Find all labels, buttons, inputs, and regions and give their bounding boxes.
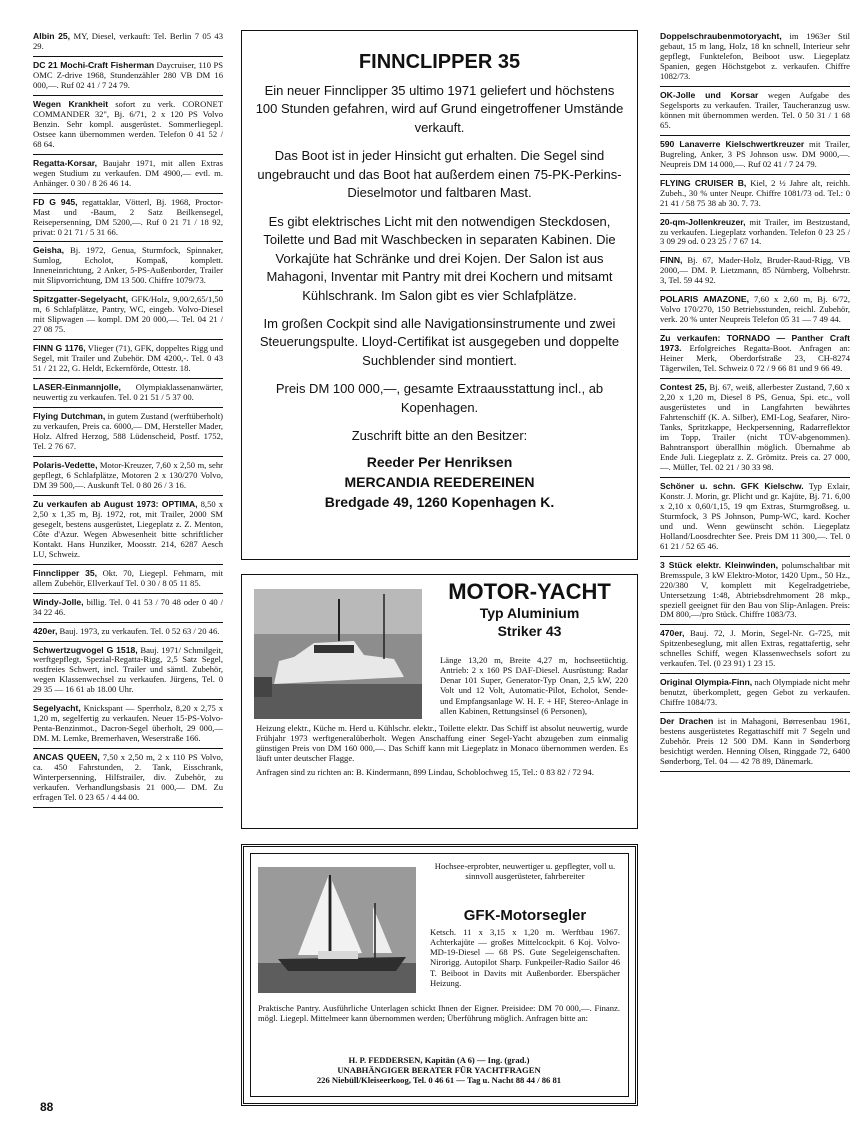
classified-ad: [660, 627, 850, 674]
finnclipper-p6: Zuschrift bitte an den Besitzer:: [351, 428, 528, 444]
ad-heading: Doppelschraubenmotoryacht,: [660, 31, 782, 41]
page-number: 88: [40, 1100, 54, 1114]
motoryacht-subtitle1: Typ Aluminium: [479, 605, 580, 621]
gfk-title: GFK-Motorsegler: [463, 907, 587, 924]
motoryacht-details: [256, 723, 628, 777]
finnclipper-addr3: Bredgade 49, 1260 Kopenhagen K.: [324, 494, 555, 511]
middle-column: [241, 30, 638, 1106]
gfk-details: Praktische Pantry. Ausführliche Unterlagen schickt Ihnen der Eigner. Preisidee: DM 70 000,—. Finanz. mögl. Liegepl. Mittelmeer kann übernommen werden; Überführung möglich. Anfragen bitte an:: [258, 1003, 620, 1024]
left-column: [33, 30, 223, 810]
ad-text: Motor-Kreuzer, 7,60 x 2,50 m, sehr gepflegt, 6 Schlafplätze, Motoren 2 x 130/270 Volvo, DM 39 500,—. Auskunft Tel. 0 80 26 / 3 16.: [33, 459, 223, 490]
gfk-contact-line2: UNABHÄNGIGER BERATER FÜR YACHTFRAGEN: [337, 1065, 541, 1076]
motoryacht-header: [432, 579, 627, 640]
classified-ad: [33, 410, 223, 457]
ad-text: Erfolgreiches Regatta-Boot. Anfragen an: Heiner Merk, Oberdorfstraße 23, CH-8274 Tägerwilen, Tel. Schweiz 0 72 / 9 66 81 und 9 66 49.: [660, 343, 850, 374]
ad-heading: ANCAS QUEEN,: [33, 752, 100, 763]
ad-heading: Schöner u. schn. GFK Kielschw.: [660, 480, 804, 491]
motoryacht-photo: [254, 589, 422, 719]
finnclipper-addr1: Reeder Per Henriksen: [366, 453, 513, 470]
ad-text: regattaklar, Vötterl, Bj. 1968, Proctor-Mast und -Baum, 2 Satz Beilkensegel, Reisepersenning, DM 5200,—. Ruf 0 21 71 / 18 92, privat: 0 21 71 / 5 31 66.: [33, 196, 223, 237]
ad-text: 8,50 x 2,50 x 1,35 m, Bj. 1972, rot, mit Trailer, 2000 SM gesegelt, bestens ausgerüstet, Liegeplatz z. Z. Menton, Côte d'Azur. Wegen Abwesenheit bitte schriftlicher Kontakt. Hans Hunziker, Moosstr. 214, 6287 Aesch LU, Schweiz.: [33, 498, 223, 559]
ad-heading: Der Drachen: [660, 716, 714, 727]
ad-heading: DC 21 Mochi-Craft Fisherman: [33, 59, 155, 70]
classified-ad: [33, 342, 223, 379]
ad-text: mit Trailer, im Bestzustand, zu verkaufen. Liegeplatz vorhanden. Telefon 0 23 25 / 3 09 29 od. 0 23 25 / 7 67 14.: [660, 216, 850, 247]
ad-heading: 3 Stück elektr. Kleinwinden,: [660, 559, 779, 570]
ad-heading: Flying Dutchman,: [33, 411, 106, 422]
classified-ad: [660, 254, 850, 291]
ad-heading: Finnclipper 35,: [33, 567, 98, 578]
classified-ad: [660, 559, 850, 626]
ad-heading: Spitzgatter-Segelyacht,: [33, 294, 129, 305]
ad-heading: Contest 25,: [660, 382, 707, 393]
classified-ad: [660, 676, 850, 713]
ad-text: wegen Aufgabe des Segelsports zu verkaufen. Trailer, Taucheranzug usw. können mit übernommen werden. Tel. 0 50 31 / 1 68 65.: [660, 89, 850, 130]
classified-ad: [660, 332, 850, 379]
ad-text: Bauj. 72, J. Morin, Segel-Nr. G-725, mit Spitzenbeseglung, mit allen Extras, regattafertig, sehr schnelles Schiff, wegen Klassenwechsels sofort zu verkaufen. Tel. (0 23 91) 1 23 15.: [660, 628, 850, 669]
ad-heading: 590 Lanaverre Kielschwertkreuzer: [660, 138, 805, 149]
ad-text: in gutem Zustand (werftüberholt) zu verkaufen, Preis ca. 6000,— DM, Hersteller Mader, Holz. Alfred Herzog, 588 Lüdenscheid, Postf. 1752, Tel. 2 76 67.: [33, 411, 223, 451]
ad-heading: LASER-Einmannjolle,: [33, 382, 121, 393]
classified-ad: [660, 89, 850, 136]
motoryacht-subtitle2: Striker 43: [497, 622, 562, 639]
gfk-contact: [258, 1055, 620, 1085]
classified-ad: [33, 157, 223, 194]
ad-text: sofort zu verk. CORONET COMMANDER 32", Bj. 6/71, 2 x 120 PS Volvo Benzin. Sehr kompl. ausgerüstet. Sommerliegepl. Ostsee kann übernommen werden. Telefon 0 41 52 / 68 64.: [33, 98, 223, 149]
ad-heading: Original Olympia-Finn,: [660, 677, 753, 688]
gfk-intro: Hochsee-erprobter, neuwertiger u. gepflegter, voll u. sinnvoll ausgerüsteter, fahrbereiter: [434, 861, 616, 882]
ad-text: Bauj. 1971/ Schmilgeit, werftgepflegt, Spezial-Regatta-Rigg, 2,5 Satz Segel, rostfreies Schwert, incl. Trailer und sämtl. Zubehör, wegen Klassenwechsel zu verkaufen. Jürgens, Tel. 0 29 35 — 16 61 ab 18.00 Uhr.: [33, 644, 224, 695]
ad-text: Bauj. 1973, zu verkaufen. Tel. 0 52 63 / 20 46.: [59, 625, 220, 636]
finnclipper-ad: [241, 30, 638, 560]
ad-text: mit Trailer, Bugreling, Anker, 3 PS Johnson usw. DM 9000,—. Neupreis DM 14 000,—. Ruf 02 41 / 7 24 79.: [660, 138, 850, 169]
classified-ad: [33, 244, 223, 291]
ad-heading: 420er,: [33, 625, 58, 636]
ad-heading: POLARIS AMAZONE,: [660, 294, 749, 305]
classified-ad: [33, 381, 223, 408]
ad-heading: Schwertzugvogel G 1518,: [33, 644, 138, 655]
ad-heading: OK-Jolle und Korsar: [660, 89, 759, 100]
right-column: [660, 30, 850, 774]
ad-text: Bj. 67, weiß, allerbester Zustand, 7,60 x 2,20 x 1,20 m, Diesel 8 PS, Genua, Spi. etc., voll ausgerüstetes und in Langfahrten bewährtes Fahrtenschiff (K. A. Silber), EMI-Log, Seafarer, Niro-Tanks, Spritzkappe, Heckpersenning, Radarreflektor im Topp, Trailer (nicht TÜV-abgenommen). Bahntransport überallhin möglich. Übernahme ab Ende Juli. Liegeplatz z. Z. Grömitz. Preis ca. 27 000,—. Müller, Tel. 02 21 / 30 33 98.: [660, 382, 850, 472]
finnclipper-addr2: MERCANDIA REEDEREINEN: [344, 474, 535, 490]
gfk-body: Ketsch. 11 x 3,15 x 1,20 m. Werftbau 1967. Achterkajüte — großes Mittelcockpit. 6 Koj. Volvo-MD-19-Diesel — 68 PS. Gute Segeleigenschaften. Nirorigg. Autopilot Sharp. Funkpeiler-Radio Sailor 46 T. Beiboot in Davits mit Außenborder. Eberspächer Heizung.: [430, 927, 620, 988]
classified-ad: [660, 30, 850, 87]
motoryacht-body: Länge 13,20 m, Breite 4,27 m, hochseetüchtig. Antrieb: 2 x 160 PS DAF-Diesel. Ausrüstung: Radar Denar 101 Super, Generator-Typ Onan, 2,5 kW, 220 Volt und 12 Volt, Automatic-Pilot, Echolot, Sende- und Empfangsanlage W. H. F. + HF, Stereo-Anlage in allen Kabinen, Rettungsinsel (6 Personen),: [440, 655, 628, 716]
ad-text: Baujahr 1971, mit allen Extras wegen Studium zu verkaufen. DM 4900,— evtl. m. Anhänger. 0 30 / 8 26 46 14.: [33, 157, 223, 188]
ad-heading: FD G 945,: [33, 196, 78, 207]
ad-heading: FINN,: [660, 255, 683, 266]
classified-ad: [33, 196, 223, 243]
finnclipper-title: FINNCLIPPER 35: [358, 51, 521, 73]
ad-heading: 20-qm-Jollenkreuzer,: [660, 216, 746, 227]
classified-ad: [660, 216, 850, 253]
motoryacht-ad: [241, 574, 638, 829]
finnclipper-p1: Ein neuer Finnclipper 35 ultimo 1971 geliefert und höchstens 100 Stunden gefahren, wird auf Grund eingetroffener Umstände verkauft.: [255, 83, 624, 135]
classified-ad: [33, 98, 223, 155]
gfk-contact-line3: 226 Niebüll/Kleiseerkoog, Tel. 0 46 61 — Tag u. Nacht 88 44 / 86 81: [316, 1075, 562, 1086]
finnclipper-p2: Das Boot ist in jeder Hinsicht gut erhalten. Die Segel sind ungebraucht und das Boot hat außerdem einen 75-PK-Perkins-Dieselmotor und faltbaren Mast.: [257, 148, 622, 201]
ad-heading: Zu verkaufen ab August 1973: OPTIMA,: [33, 498, 198, 509]
gfk-contact-line1: H. P. FEDDERSEN, Kapitän (A 6) — Ing. (grad.): [348, 1055, 530, 1065]
ad-text: GFK/Holz, 9,00/2,65/1,50 m, 6 Schlafplätze, Pantry, WC, eingeb. Volvo-Diesel mit Slipwagen — kompl. DM 20 000,—. Tel. 04 21 / 27 08 75.: [33, 294, 223, 335]
ad-text: 7,50 x 2,50 m, 2 x 110 PS Volvo, ca. 450 Fahrstunden, 2. Tank, Eisschrank, Winterpersenning, Hilfstrailer, div. Zubehör, zu verkaufen. Verhandlungsbasis 21 000,— DM. Zu erfragen Tel. 0 23 65 / 4 44 00.: [33, 752, 223, 803]
ad-heading: Geisha,: [33, 245, 65, 256]
finnclipper-p5: Preis DM 100 000,—, gesamte Extraausstattung incl., ab Kopenhagen.: [275, 381, 604, 415]
classified-ad: [33, 459, 223, 496]
classified-ad: [660, 715, 850, 772]
ad-text: nach Olympiade nicht mehr benutzt, überkomplett, gegen Gebot zu verkaufen. Chiffre 1084/73.: [660, 677, 851, 708]
finnclipper-p4: Im großen Cockpit sind alle Navigationsinstrumente und zwei Steuerungspulte. Lloyd-Certifikat ist ausgegeben und doppelte Suchblender sind montiert.: [259, 315, 620, 368]
ad-heading: Wegen Krankheit: [33, 98, 109, 109]
ad-text: 7,60 x 2,60 m, Bj. 6/72, Volvo 170/270, 150 Betriebsstunden, reichl. Zubehör, verk. 20 % unter Neupreis Telefon 05 31 — 7 49 44.: [660, 294, 850, 325]
classified-ad: [33, 30, 223, 57]
motoryacht-contact: Anfragen sind zu richten an: B. Kindermann, 899 Lindau, Schoblochweg 15, Tel.: 0 83 82 / 72 94.: [256, 766, 594, 777]
classified-ad: [660, 177, 850, 214]
ad-text: billig. Tel. 0 41 53 / 70 48 oder 0 40 / 34 22 46.: [33, 596, 223, 617]
ad-heading: Albin 25,: [33, 31, 71, 41]
ad-text: Okt. 70, Liegepl. Fehmarn, mit allem Zubehör, Ellverkauf Tel. 0 30 / 8 05 11 85.: [33, 567, 223, 588]
classified-ad: [33, 625, 223, 642]
ad-text: im 1963er Stil gebaut, 15 m lang, Holz, 18 kn schnell, Interieur sehr gepflegt, Funktelefon, Beiboot usw. Liegeplatz Spanien, gegen Höchstgebot z. verkaufen. Chiffre 1082/73.: [660, 31, 850, 81]
finnclipper-p3: Es gibt elektrisches Licht mit den notwendigen Steckdosen, Toilette und Bad mit Waschbecken in separaten Kabinen. Die Vorkajüte hat Schränke und drei Kojen. Der Salon ist aus Mahagoni, Inventar mit Pantry mit drei Kochern und mitsamt Kühlschrank. Im Salon gibt es vier Schlafplätze.: [263, 213, 616, 303]
ad-heading: FLYING CRUISER B,: [660, 177, 747, 188]
ad-text: Bj. 67, Mader-Holz, Bruder-Raud-Rigg, VB 2000,— DM. P. Lietzmann, 85 Nürnberg, Volbehrstr. 3, Tel. 59 44 92.: [660, 255, 850, 286]
ad-text: MY, Diesel, verkauft: Tel. Berlin 7 05 43 29.: [33, 31, 223, 51]
ad-heading: Segelyacht,: [33, 703, 81, 714]
motoryacht-full-text: Heizung elektr., Küche m. Herd u. Kühlschr. elektr., Toilette elektr. Das Schiff ist absolut neuwertig, wurde Frühjahr 1973 werftgeneralüberholt. Wegen Anschaffung einer Segel-Yacht abzugeben zum einmalig günstigen Preis von DM 160 000,—. Das Schiff kann mit Liegeplatz in Monaco übernommen werden. Es läuft unter deutscher Flagge.: [256, 723, 628, 764]
classified-ad: [33, 751, 223, 808]
ad-text: polumschaltbar mit Bremsspule, 3 kW Elektro-Motor, 1420 Upm., 50 Hz., 220/380 V, komplett mit Kegelradgetriebe, Untersetzung 1:48, Abtriebsdrehmoment 28 mkp., speziell geeignet für den Bau von Slip-Anlagen. Preis: DM 800,—/pro Stück. Chiffre 1083/73.: [660, 559, 850, 620]
classified-ad: [33, 293, 223, 340]
classified-ad: [660, 138, 850, 175]
classified-ad: [660, 480, 850, 557]
motoryacht-title: MOTOR-YACHT: [448, 579, 611, 604]
ad-text: Typ Exlair, Konstr. J. Morin, gr. Plicht und gr. Kajüte, Bj. 71. 6,00 x 2,10 x 0,60/1,15, 19 qm Extras, Sturmgroßseg. u. Sturmfock, 3 PS Johnson, Pump-WC, kard. Kocher und und. Wenn gewünscht schön. Liegeplatz Holland/Loosdrechter See. Preis DM 11 300,—. Tel. 0 61 21 / 52 65 46.: [660, 480, 850, 551]
gfk-photo: [258, 867, 416, 993]
classified-ad: [33, 59, 223, 96]
classified-ad: [33, 644, 223, 701]
classified-ad: [660, 293, 850, 330]
ad-text: Vlieger (71), GFK, doppeltes Rigg und Segel, mit Trailer und Zubehör. DM 4200,-. Tel. 0 43 51 / 21 22, G. Heldt, Eckernförde, Ottestr. 18.: [33, 343, 224, 374]
ad-text: Olympiaklassenanwärter, neuwertig zu verkaufen. Tel. 0 21 51 / 5 37 00.: [33, 382, 223, 403]
classified-ad: [33, 567, 223, 594]
ad-heading: Regatta-Korsar,: [33, 157, 97, 168]
ad-text: ist in Mahagoni, Børresenbau 1961, bestens ausgerüstetes Regattaschiff mit 7 Segeln und Zubehör. Preis 12 500 DM. Kann in Sønderborg besichtigt werden. Henning Olsen, Ringgade 72, 6400 Sønderborg, Tel. 04 — 42 78 89, Dänemark.: [660, 716, 850, 767]
ad-heading: 470er,: [660, 628, 685, 639]
ad-heading: Windy-Jolle,: [33, 596, 84, 607]
classified-ad: [33, 596, 223, 623]
ad-heading: Zu verkaufen: TORNADO — Panther Craft 1973.: [660, 333, 850, 354]
ad-text: Daycruiser, 110 PS OMC Z-drive 1968, Stundenzähler 280 VB DM 16 000,—. Ruf 02 41 / 7 24 79.: [33, 59, 223, 90]
ad-heading: FINN G 1176,: [33, 343, 86, 354]
classified-ad: [33, 498, 223, 565]
ad-text: Kiel, 2 ½ Jahre alt, reichh. Zubeh., 30 % unter Neupr. Chiffre 1081/73 od. Tel.: 0 21 41 / 58 75 38 ab 30. 7. 73.: [660, 177, 851, 208]
classified-ad: [33, 702, 223, 749]
ad-heading: Polaris-Vedette,: [33, 459, 98, 470]
classified-ad: [660, 381, 850, 478]
gfk-motorsegler-ad: [241, 844, 638, 1106]
ad-text: Knickspant — Sperrholz, 8,20 x 2,75 x 1,20 m, segelfertig zu verkaufen. Neuer 15-PS-Volvo-Penta-Benzinmot., Dacron-Segel überholt, 29 000,— DM. M. Lemke, Bremerhaven, Weserstraße 166.: [33, 703, 224, 744]
ad-text: Bj. 1972, Genua, Sturmfock, Spinnaker, Sumlog, Echolot, Kompaß, komplett. Inneneinrichtung, 2 Anker, 5-PS-Außenborder, Trailer mit Slipvorrichtung, DM 13 500. Chiffre 1079/73.: [33, 245, 223, 286]
